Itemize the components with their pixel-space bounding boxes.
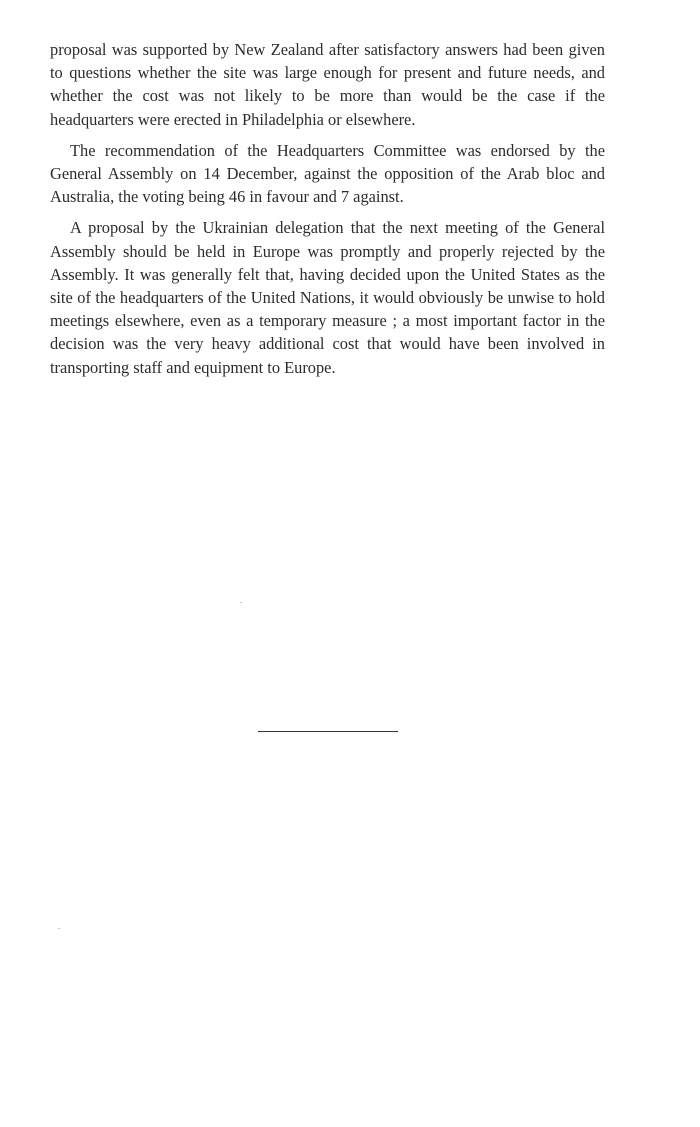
paragraph-2: The recommendation of the Headquarters Committee was endorsed by the General Assembly on 14 December, against the opposition of the Arab bloc and Australia, the voting being 46 in favour and 7 against. bbox=[50, 140, 605, 207]
paragraph-1: proposal was supported by New Zealand after satisfactory answers had been given to questions whether the site was large enough for present and future needs, and whether the cost was not likely to be more than would be the case if the headquarters were erected in Philadelphia or elsewhere. bbox=[50, 40, 605, 129]
body-text bbox=[50, 38, 605, 387]
scan-speck bbox=[240, 602, 242, 603]
paragraph-3: A proposal by the Ukrainian delegation that the next meeting of the General Assembly should be held in Europe was promptly and properly rejected by the Assembly. It was generally felt that, having decided upon the United States as the site of the headquarters of the United Nations, it would obviously be unwise to hold meetings elsewhere, even as a temporary measure ; a most important factor in the decision was the very heavy additional cost that would have been involved in transporting staff and equipment to Europe. bbox=[50, 218, 605, 377]
scan-speck bbox=[58, 928, 60, 929]
section-end-rule bbox=[258, 731, 398, 732]
